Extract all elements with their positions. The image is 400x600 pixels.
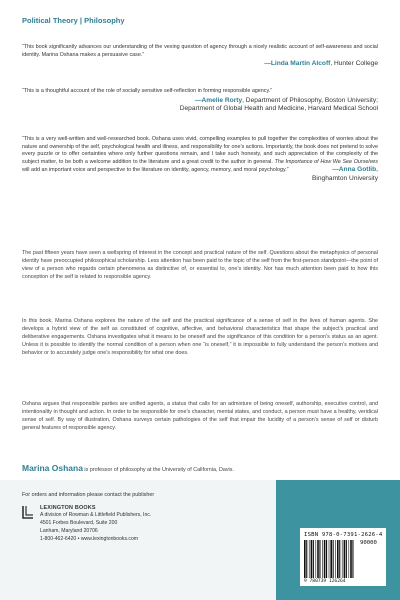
blurb-author: —Anna Gotlib: [332, 166, 377, 174]
author-bio: [22, 463, 378, 473]
blurb-affiliation: , Department of Philosophy, Boston University;: [242, 96, 378, 104]
price-code: 90000: [360, 540, 377, 546]
blurb-3: [22, 136, 378, 183]
blurb-quote: “This book significantly advances our understanding of the vexing question of agency through a nicely realistic account of self-awareness and social identity. Marina Oshana makes a persuasive case.”: [22, 44, 378, 58]
blurb-affiliation: Department of Global Health and Medicine, Harvard Medical School: [179, 105, 378, 113]
blurb-affiliation: ,: [376, 166, 378, 174]
description-paragraph-2: In this book, Marina Oshana explores the nature of the self and the practical significance of a sense of self in the lives of human agents. She develops a hybrid view of the self as constituted of cognitive, affective, and behavioral characteristics that shape the subject’s practical and deliberative engagements. Oshana investigates what it means to be oneself and the significance of this condition for a person’s status as an agent. Unless it is possible to identify the normal condition of a person when one “is oneself,” it is impossible to fully understand the person’s motives and behavior or to accurately judge one’s responsibility for what one does.: [22, 318, 378, 357]
publisher-info: [40, 504, 151, 544]
blurb-attribution: [22, 97, 378, 106]
blurb-author: —Amelie Rorty: [194, 96, 243, 104]
description-paragraph-1: The past fifteen years have seen a wellspring of interest in the concept and practical nature of the self. Questions about the metaphysics of personal identity have preoccupied philosophical scholarship. Less attention has been paid to the topic of the self from the first-person standpoint—the point of view of a person who regards certain phenomena as distinctive of, or essential to, one’s identity. Nor has much attention been paid to how this conception of the self is related to responsible agency.: [22, 250, 378, 281]
blurb-1: [22, 44, 378, 69]
isbn-label: ISBN 978-0-7391-2626-4: [304, 532, 383, 538]
orders-note: For orders and information please contact the publisher: [22, 492, 155, 498]
publisher-line-3: Lanham, Maryland 20706: [40, 528, 98, 535]
category-label: Political Theory | Philosophy: [22, 16, 125, 25]
blurb-attribution-line-2: [22, 105, 378, 114]
blurb-quote: “This is a thoughtful account of the role of socially sensitive self-reflection in forming responsible agency.”: [22, 88, 273, 94]
blurb-attribution: [22, 60, 378, 69]
blurb-attribution-line-2: [22, 175, 378, 184]
barcode-digits: 9 780739 126264: [304, 579, 346, 584]
blurb-2: [22, 88, 378, 114]
blurb-author: —Linda Martin Alcoff: [264, 60, 331, 68]
author-name: Marina Oshana: [22, 463, 83, 473]
publisher-line-2: 4501 Forbes Boulevard, Suite 200: [40, 520, 118, 527]
author-bio-text: is professor of philosophy at the University of California, Davis.: [82, 467, 234, 473]
publisher-logo-icon: [22, 505, 34, 519]
publisher-line-1: A division of Rowman & Littlefield Publishers, Inc.: [40, 512, 152, 519]
publisher-name: LEXINGTON BOOKS: [40, 505, 96, 511]
description-paragraph-3: Oshana argues that responsible parties are unified agents, a status that calls for an admixture of being oneself, authorship, executive control, and intentionality in thought and action. In order to be responsible for one’s character, mental states, and conduct, a person must have a healthy, veridical sense of self. By way of illustration, Oshana surveys certain pathologies of the self that impair the lucidity of a person’s sense of self or disturb general features of responsible agency.: [22, 401, 378, 432]
publisher-line-4: 1-800-462-6420 • www.lexingtonbooks.com: [40, 536, 139, 543]
barcode-icon: [304, 540, 356, 578]
blurb-affiliation: Binghamton University: [312, 174, 378, 182]
blurb-affiliation: , Hunter College: [330, 60, 378, 68]
blurb-quote: “This is a very well-written and well-researched book. Oshana uses vivid, compelling examples to pull together the complexities of worries about the nature and ownership of the self, psychological health and illness, and responsibility for one’s actions. Importantly, the book does not pretend to solve every puzzle or to offer certainties where only further questions remain, and I take such honesty, and such appreciation of the complexity of the subject matter, to be both a welcome addition to the literature and a great credit to the author in general. The Importance of How We See Ourselves will add an important voice and perspective to the literature on identity, agency, memory, and moral psychology.”: [22, 136, 378, 173]
